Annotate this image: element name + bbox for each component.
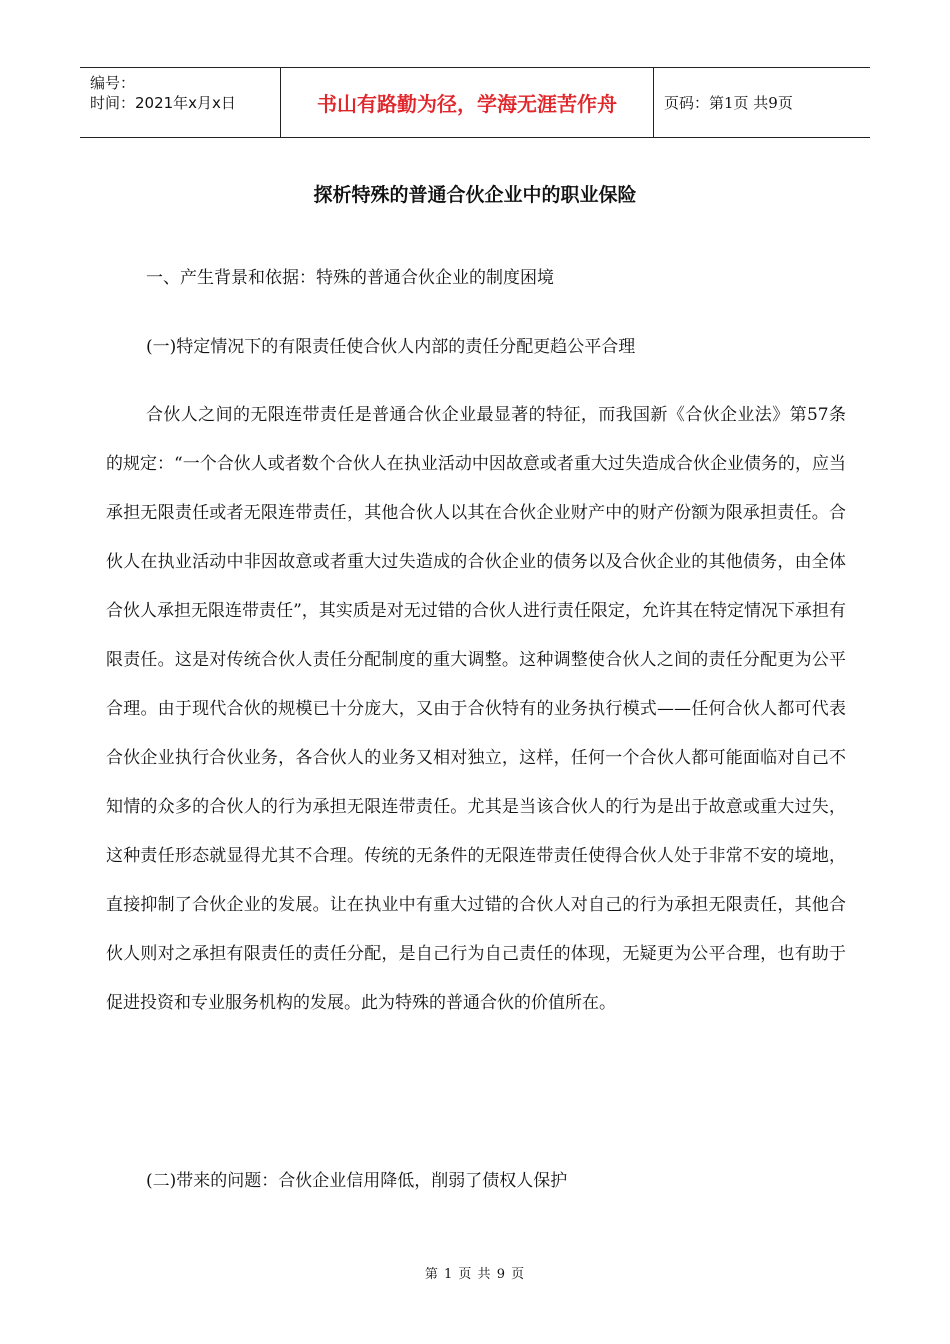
body-paragraph-1: 合伙人之间的无限连带责任是普通合伙企业最显著的特征，而我国新《合伙企业法》第57条的规定：“一个合伙人或者数个合伙人在执业活动中因故意或者重大过失造成合伙企业债务的，应当承担无限责任或者无限连带责任，其他合伙人以其在合伙企业财产中的财产份额为限承担责任。合伙人在执业活动中非因故意或者重大过失造成的合伙企业的债务以及合伙企业的其他债务，由全体合伙人承担无限连带责任”，其实质是对无过错的合伙人进行责任限定，允许其在特定情况下承担有限责任。这是对传统合伙人责任分配制度的重大调整。这种调整使合伙人之间的责任分配更为公平合理。由于现代合伙的规模已十分庞大，又由于合伙特有的业务执行模式——任何合伙人都可代表合伙企业执行合伙业务，各合伙人的业务又相对独立，这样，任何一个合伙人都可能面临对自己不知情的众多的合伙人的行为承担无限连带责任。尤其是当该合伙人的行为是出于故意或重大过失，这种责任形态就显得尤其不合理。传统的无条件的无限连带责任使得合伙人处于非常不安的境地，直接抑制了合伙企业的发展。让在执业中有重大过错的合伙人对自己的行为承担无限责任，其他合伙人则对之承担有限责任的责任分配，是自己行为自己责任的体现，无疑更为公平合理，也有助于促进投资和专业服务机构的发展。此为特殊的普通合伙的价值所在。 [106, 405, 846, 1013]
subsection-heading-2: (二)带来的问题：合伙企业信用降低，削弱了债权人保护 [146, 1171, 568, 1191]
header-meta-cell [80, 68, 281, 137]
document-title: 探析特殊的普通合伙企业中的职业保险 [313, 184, 637, 206]
section-heading-1: 一、产生背景和依据：特殊的普通合伙企业的制度困境 [146, 268, 554, 288]
time-label: 时间：2021年x月x日 [90, 94, 236, 112]
number-label: 编号： [90, 74, 136, 92]
page-footer: 第 1 页 共 9 页 [424, 1267, 526, 1282]
header-table [80, 67, 870, 138]
page-info: 页码：第1页 共9页 [664, 94, 793, 112]
subsection-heading-1: (一)特定情况下的有限责任使合伙人内部的责任分配更趋公平合理 [146, 337, 636, 357]
header-page-cell [654, 68, 870, 137]
header-motto-cell [281, 68, 654, 137]
motto-text: 书山有路勤为径，学海无涯苦作舟 [317, 92, 617, 116]
